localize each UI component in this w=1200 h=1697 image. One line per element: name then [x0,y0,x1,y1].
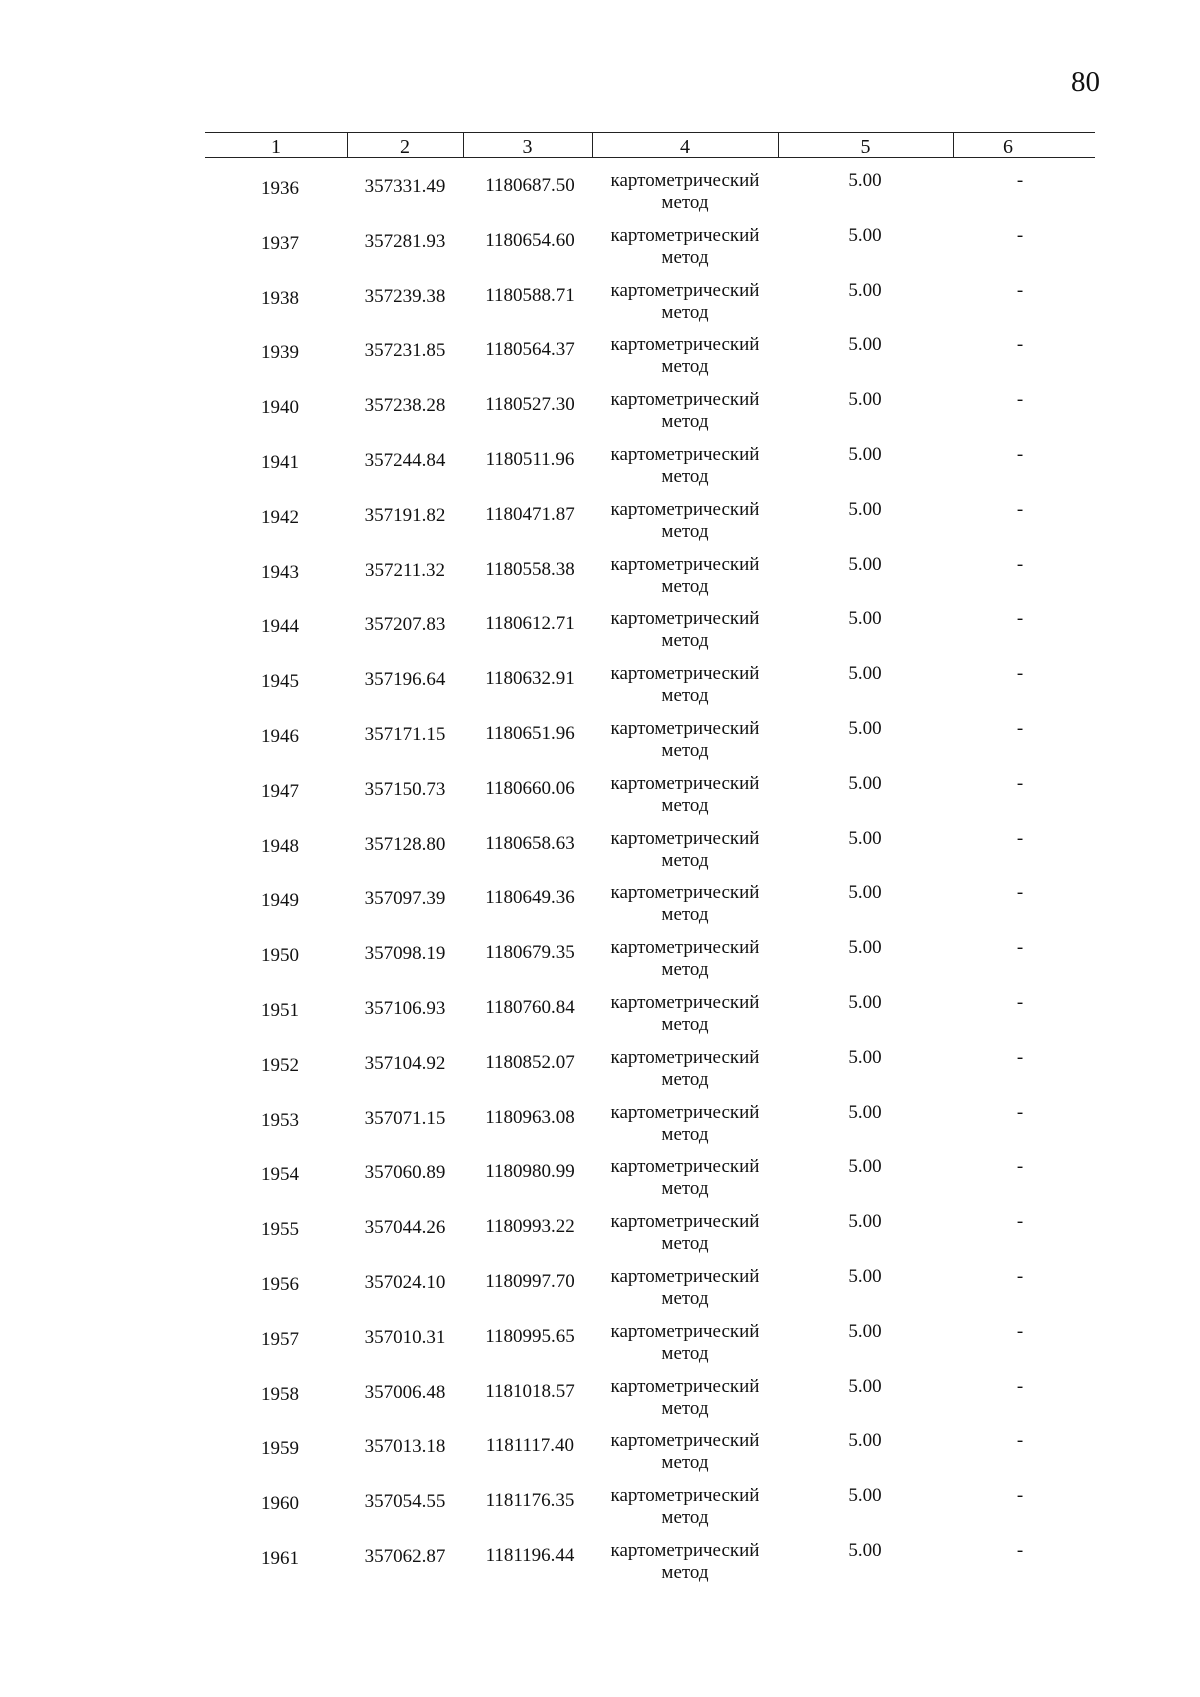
method-line-1: картометрический [610,608,760,630]
coord-x-cell: 357060.89 [364,1162,446,1184]
method-line-2: метод [661,1452,709,1474]
method-line-1: картометрический [610,1211,760,1233]
note-cell: - [1016,1101,1024,1123]
method-line-2: метод [661,794,709,816]
method-line-2: метод [661,575,709,597]
method-line-1: картометрический [610,827,760,849]
method-line-1: картометрический [610,1430,760,1452]
method-cell [595,992,775,1036]
table-row [0,444,1200,499]
point-number-cell: 1941 [261,451,299,473]
method-line-1: картометрический [610,1265,760,1287]
coord-x-cell: 357191.82 [364,504,446,526]
method-cell [595,1102,775,1146]
table-row [0,334,1200,389]
table-row [0,937,1200,992]
method-line-2: метод [661,465,709,487]
header-col-3: 3 [522,136,533,158]
header-col-1: 1 [271,136,281,158]
note-cell: - [1016,498,1024,520]
note-cell: - [1016,443,1024,465]
coord-x-cell: 357024.10 [364,1271,446,1293]
note-cell: - [1016,1539,1024,1561]
note-cell: - [1016,663,1024,685]
point-number-cell: 1954 [261,1164,299,1186]
coord-y-cell: 1181176.35 [485,1490,575,1512]
method-line-2: метод [661,1397,709,1419]
method-line-1: картометрический [610,1156,760,1178]
method-line-2: метод [661,849,709,871]
table-row [0,499,1200,554]
note-cell: - [1016,717,1024,739]
method-line-2: метод [661,1233,709,1255]
method-line-1: картометрический [610,1101,760,1123]
accuracy-cell: 5.00 [848,937,882,959]
method-line-1: картометрический [610,772,760,794]
point-number-cell: 1943 [261,561,299,583]
coord-x-cell: 357104.92 [364,1052,446,1074]
coord-y-cell: 1180995.65 [485,1325,575,1347]
table-row [0,992,1200,1047]
point-number-cell: 1950 [261,945,299,967]
table-row [0,225,1200,280]
method-cell [595,882,775,926]
method-line-1: картометрический [610,937,760,959]
note-cell: - [1016,1375,1024,1397]
method-line-2: метод [661,1507,709,1529]
method-line-1: картометрический [610,553,760,575]
header-col-2: 2 [400,136,410,158]
method-line-2: метод [661,959,709,981]
note-cell: - [1016,389,1024,411]
method-line-2: метод [661,1013,709,1035]
point-number-cell: 1937 [261,232,299,254]
accuracy-cell: 5.00 [848,224,882,246]
coord-y-cell: 1180679.35 [485,942,575,964]
accuracy-cell: 5.00 [848,553,882,575]
coord-x-cell: 357013.18 [364,1436,446,1458]
note-cell: - [1016,279,1024,301]
point-number-cell: 1948 [261,835,299,857]
table-row [0,828,1200,883]
method-cell [595,1266,775,1310]
coord-y-cell: 1180963.08 [485,1106,575,1128]
coord-y-cell: 1180687.50 [485,175,575,196]
method-line-2: метод [661,1561,709,1583]
method-cell [595,554,775,598]
table-row [0,1211,1200,1266]
method-line-2: метод [661,1068,709,1090]
accuracy-cell: 5.00 [848,882,882,904]
accuracy-cell: 5.00 [848,498,882,520]
coord-y-cell: 1180651.96 [485,722,575,744]
accuracy-cell: 5.00 [848,1539,882,1561]
coord-x-cell: 357207.83 [364,614,446,636]
method-line-1: картометрический [610,389,760,411]
method-line-1: картометрический [610,1539,760,1561]
coord-y-cell: 1180511.96 [485,448,575,470]
note-cell: - [1016,882,1024,904]
header-col-4: 4 [680,136,690,158]
note-cell: - [1016,827,1024,849]
coord-y-cell: 1180632.91 [485,668,575,690]
accuracy-cell: 5.00 [848,608,882,630]
method-cell [595,937,775,981]
coord-y-cell: 1180660.06 [485,777,575,799]
coord-x-cell: 357098.19 [364,943,446,965]
coord-x-cell: 357071.15 [364,1107,446,1129]
accuracy-cell: 5.00 [848,991,882,1013]
method-line-2: метод [661,411,709,433]
point-number-cell: 1960 [261,1493,299,1515]
accuracy-cell: 5.00 [848,1046,882,1068]
coord-x-cell: 357281.93 [364,230,446,252]
point-number-cell: 1955 [261,1219,299,1241]
table-row [0,1047,1200,1102]
point-number-cell: 1961 [261,1547,299,1569]
coord-x-cell: 357244.84 [364,449,446,471]
note-cell: - [1016,991,1024,1013]
accuracy-cell: 5.00 [848,1375,882,1397]
method-cell [595,1540,775,1584]
coord-y-cell: 1180564.37 [485,339,575,361]
coord-y-cell: 1180471.87 [485,503,575,525]
method-line-2: метод [661,685,709,707]
accuracy-cell: 5.00 [848,334,882,356]
method-line-2: метод [661,520,709,542]
note-cell: - [1016,1156,1024,1178]
table-row [0,773,1200,828]
note-cell: - [1016,1265,1024,1287]
accuracy-cell: 5.00 [848,827,882,849]
method-cell [595,1430,775,1474]
method-line-1: картометрический [610,279,760,301]
method-line-1: картометрический [610,1320,760,1342]
note-cell: - [1016,170,1024,191]
accuracy-cell: 5.00 [848,279,882,301]
point-number-cell: 1956 [261,1273,299,1295]
coord-x-cell: 357097.39 [364,888,446,910]
method-line-1: картометрический [610,170,760,191]
table-row [0,1376,1200,1431]
note-cell: - [1016,772,1024,794]
header-col-6: 6 [1003,136,1013,158]
point-number-cell: 1945 [261,671,299,693]
point-number-cell: 1942 [261,506,299,528]
coord-y-cell: 1180760.84 [485,996,575,1018]
accuracy-cell: 5.00 [848,1430,882,1452]
point-number-cell: 1940 [261,397,299,419]
coord-x-cell: 357128.80 [364,833,446,855]
table-row [0,1266,1200,1321]
coord-x-cell: 357054.55 [364,1491,446,1513]
method-line-1: картометрический [610,498,760,520]
table-row [0,280,1200,335]
header-col-5: 5 [860,136,871,158]
table-row [0,1485,1200,1540]
coord-y-cell: 1180997.70 [485,1270,575,1292]
coord-x-cell: 357231.85 [364,340,446,362]
table-row [0,608,1200,663]
point-number-cell: 1938 [261,287,299,309]
point-number-cell: 1952 [261,1054,299,1076]
method-cell [595,1376,775,1420]
method-line-1: картометрический [610,1485,760,1507]
method-cell [595,225,775,269]
coord-x-cell: 357106.93 [364,997,446,1019]
method-cell [595,773,775,817]
point-number-cell: 1947 [261,780,299,802]
coord-x-cell: 357238.28 [364,395,446,417]
coord-x-cell: 357211.32 [364,559,446,581]
coord-x-cell: 357044.26 [364,1217,446,1239]
method-line-2: метод [661,630,709,652]
point-number-cell: 1958 [261,1383,299,1405]
point-number-cell: 1951 [261,999,299,1021]
accuracy-cell: 5.00 [848,1156,882,1178]
note-cell: - [1016,224,1024,246]
accuracy-cell: 5.00 [848,1101,882,1123]
note-cell: - [1016,553,1024,575]
point-number-cell: 1953 [261,1109,299,1131]
note-cell: - [1016,937,1024,959]
table-row [0,663,1200,718]
table-row [0,1321,1200,1376]
note-cell: - [1016,334,1024,356]
coord-x-cell: 357171.15 [364,723,446,745]
accuracy-cell: 5.00 [848,443,882,465]
method-cell [595,280,775,324]
method-line-2: метод [661,739,709,761]
point-number-cell: 1949 [261,890,299,912]
table-row [0,718,1200,773]
coord-x-cell: 357006.48 [364,1381,446,1403]
method-line-1: картометрический [610,663,760,685]
table-row [0,1156,1200,1211]
method-line-2: метод [661,1123,709,1145]
table-row [0,170,1200,225]
method-cell [595,170,775,214]
method-cell [595,1156,775,1200]
method-cell [595,608,775,652]
table-row [0,1540,1200,1595]
method-line-1: картометрический [610,334,760,356]
table-row [0,389,1200,444]
method-line-1: картометрический [610,224,760,246]
point-number-cell: 1959 [261,1438,299,1460]
coord-y-cell: 1180980.99 [485,1161,575,1183]
method-line-2: метод [661,356,709,378]
coord-x-cell: 357150.73 [364,778,446,800]
coord-y-cell: 1180852.07 [485,1051,575,1073]
table-row [0,554,1200,609]
coord-y-cell: 1180649.36 [485,887,575,909]
note-cell: - [1016,1211,1024,1233]
method-line-2: метод [661,1287,709,1309]
point-number-cell: 1957 [261,1328,299,1350]
method-line-1: картометрический [610,443,760,465]
coord-x-cell: 357196.64 [364,669,446,691]
method-line-2: метод [661,246,709,268]
table-row [0,1430,1200,1485]
method-line-2: метод [661,1178,709,1200]
method-line-2: метод [661,301,709,323]
coord-y-cell: 1180993.22 [485,1216,575,1238]
method-cell [595,1047,775,1091]
accuracy-cell: 5.00 [848,663,882,685]
coord-y-cell: 1180558.38 [485,558,575,580]
method-line-1: картометрический [610,1046,760,1068]
table-body [0,170,1200,1595]
coord-x-cell: 357331.49 [364,176,446,197]
method-cell [595,828,775,872]
method-cell [595,1321,775,1365]
method-line-2: метод [661,1342,709,1364]
point-number-cell: 1936 [261,178,299,199]
method-cell [595,334,775,378]
accuracy-cell: 5.00 [848,1265,882,1287]
coord-y-cell: 1180612.71 [485,613,575,635]
point-number-cell: 1939 [261,342,299,364]
method-line-1: картометрический [610,1375,760,1397]
accuracy-cell: 5.00 [848,772,882,794]
point-number-cell: 1946 [261,725,299,747]
method-cell [595,389,775,433]
method-cell [595,1211,775,1255]
note-cell: - [1016,1046,1024,1068]
note-cell: - [1016,1430,1024,1452]
coord-y-cell: 1180658.63 [485,832,575,854]
method-line-2: метод [661,904,709,926]
coord-y-cell: 1181196.44 [485,1544,575,1566]
table-row [0,1102,1200,1157]
coord-y-cell: 1180588.71 [485,284,575,306]
accuracy-cell: 5.00 [848,389,882,411]
note-cell: - [1016,1485,1024,1507]
coord-y-cell: 1180654.60 [485,229,575,251]
coord-x-cell: 357239.38 [364,285,446,307]
coord-x-cell: 357010.31 [364,1326,446,1348]
coord-y-cell: 1180527.30 [485,394,575,416]
header-top-rule [205,132,1095,133]
method-cell [595,499,775,543]
method-cell [595,444,775,488]
method-cell [595,1485,775,1529]
page-number: 80 [1071,66,1100,98]
method-line-1: картометрический [610,717,760,739]
method-cell [595,718,775,762]
table-row [0,882,1200,937]
coord-y-cell: 1181018.57 [485,1380,575,1402]
accuracy-cell: 5.00 [848,1211,882,1233]
accuracy-cell: 5.00 [848,1320,882,1342]
accuracy-cell: 5.00 [848,717,882,739]
point-number-cell: 1944 [261,616,299,638]
method-line-2: метод [661,192,709,213]
note-cell: - [1016,608,1024,630]
method-line-1: картометрический [610,991,760,1013]
accuracy-cell: 5.00 [848,1485,882,1507]
coord-x-cell: 357062.87 [364,1545,446,1567]
method-cell [595,663,775,707]
accuracy-cell: 5.00 [848,170,882,191]
method-line-1: картометрический [610,882,760,904]
coord-y-cell: 1181117.40 [485,1435,575,1457]
note-cell: - [1016,1320,1024,1342]
